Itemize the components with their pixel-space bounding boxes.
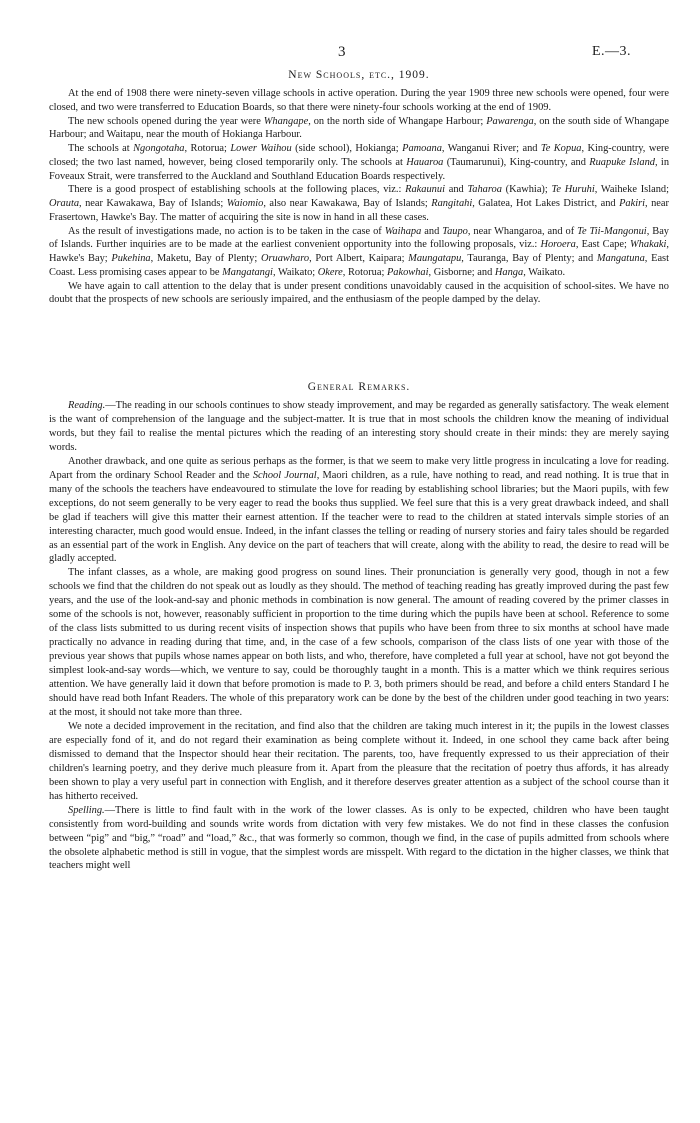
- paragraph: The infant classes, as a whole, are making good progress on sound lines. Their pronunciation is generally very good, though in not a few schools we find that the children do not speak out as loudly as they should. The method of teaching reading has greatly improved during the past few years, and the use of the look-and-say and phonic methods in combination is now general. The amount of reading covered by the primer classes in some of the schools is not, however, reasonably sufficient in proportion to the time during which the pupils have been at school. Reference to some of the class lists submitted to us during recent visits of inspection shows that pupils who have been from three to six months at school have made practically no advance in reading during that time, and, in the case of a few schools, comparison of the class lists of one year with those of the previous year shows that pupils whose names appear on both lists, and who, therefore, have completed a full year at school, have not got beyond the simplest look-and-say words—which, we venture to say, could be thoroughly taught in a month. This is a matter which we think requires serious attention. We have generally laid it down that before promotion is made to P. 3, both primers should be read, and before a child enters Standard I he should have read both Infant Readers. The whole of this preparatory work can be done by the best of the children under good teaching in two years: at the most, it should not take more than three.: [49, 567, 669, 718]
- paragraph: The schools at Ngongotaha, Rotorua; Lower Waihou (side school), Hokianga; Pamoana, Wanganui River; and Te Kopua, King-country, were closed; the two last named, however, being closed temporarily only. The schools at Hauaroa (Taumarunui), King-country, and Ruapuke Island, in Foveaux Strait, were transferred to the Auckland and Southland Education Boards respectively.: [49, 143, 670, 182]
- paragraph: We note a decided improvement in the recitation, and find also that the children are taking much interest in it; the pupils in the lowest classes are especially fond of it, and do not regard their examination as being complete without it. Indeed, in one school they came back after being dismissed to demand that the Inspector should hear their recitation. The parents, too, have frequently expressed to us their appreciation of their children's learning poetry, and they derive much pleasure from it. Apart from the pleasure that the recitation of poetry thus affords, it has already been shown to play a very useful part in connection with English, and it therefore deserves greater attention as a subject of the school course than it has hitherto received.: [49, 720, 669, 802]
- section-heading: New Schools, etc., 1909.: [288, 69, 430, 81]
- section-heading: General Remarks.: [307, 381, 411, 393]
- section-new-schools: [49, 69, 669, 307]
- section-general-remarks: [49, 381, 669, 873]
- paragraph: At the end of 1908 there were ninety-seven village schools in active operation. During the year 1909 three new schools were opened, four were closed, and two were transferred to Education Boards, so that there were ninety-four schools working at the end of 1909.: [49, 88, 669, 113]
- paragraph: The new schools opened during the year were Whangape, on the north side of Whangape Harbour; Pawarenga, on the south side of Whangape Harbour; and Waitapu, near the mouth of Hokianga Harbour.: [49, 115, 669, 141]
- paragraph: There is a good prospect of establishing schools at the following places, viz.: Rakaunui and Taharoa (Kawhia); Te Huruhi, Waiheke Island; Orauta, near Kawakawa, Bay of Islands; Waiomio, also near Kawakawa, Bay of Islands; Rangitahi, Galatea, Hot Lakes District, and Pakiri, near Frasertown, Hawke's Bay. The matter of acquiring the site is now in hand in all these cases.: [49, 184, 669, 223]
- page-number: 3: [338, 44, 346, 60]
- paragraph: Another drawback, and one quite as serious perhaps as the former, is that we seem to make very little progress in inculcating a love for reading. Apart from the ordinary School Reader and the School Journal, Maori children, as a rule, have nothing to read, and read nothing. It is true that in many of the schools the teachers have endeavoured to stimulate the love for reading by establishing school libraries; but the Maori pupils, with few exceptions, do not seem generally to be very eager to read the books thus supplied. We feel sure that this is a very great drawback indeed, and shall be glad if teachers will give this matter their earnest attention. If the teacher were to read to the children at stated intervals simple stories of an interesting character, much good would ensue. Indeed, in the infant classes the telling or reading of nursery stories and fairy tales should be regarded as an essential part of the work in English. Any device on the part of teachers that will create, along with the ability to read, the desire to read will be gladly accepted.: [49, 455, 670, 565]
- report-reference: E.—3.: [592, 44, 632, 59]
- paragraph: Reading.—The reading in our schools continues to show steady improvement, and may be regarded as generally satisfactory. The weak element is the want of comprehension of the language and the subject-matter. It is true that in most schools the children know the meaning of individual words, but they fail to realise the mental pictures which the reading of an interesting story should create in their minds: they are merely saying words.: [49, 400, 669, 453]
- paragraph: As the result of investigations made, no action is to be taken in the case of Waihapa and Taupo, near Whangaroa, and of Te Tii-Mangonui, Bay of Islands. Further inquiries are to be made at the earliest convenient opportunity into the following proposals, viz.: Horoera, East Cape; Whakaki, Hawke's Bay; Pukehina, Maketu, Bay of Plenty; Oruawharo, Port Albert, Kaipara; Maungatapu, Tauranga, Bay of Plenty; and Mangatuna, East Coast. Less promising cases appear to be Mangatangi, Waikato; Okere, Rotorua; Pakowhai, Gisborne; and Hanga, Waikato.: [49, 225, 670, 278]
- paragraph: Spelling.—There is little to find fault with in the work of the lower classes. As is only to be expected, children who have been taught consistently from word-building and sounds write words from dictation with very few mistakes. We do not find in these classes the confusion between “pig” and “big,” “road” and “load,” &c., that was formerly so common, though we find, in the case of pupils admitted from schools where the obsolete alphabetic method is still in vogue, that the simplest words are misspelt. With regard to the dictation in the higher classes, we think that teachers might well: [49, 804, 669, 872]
- paragraph: We have again to call attention to the delay that is under present conditions unavoidably caused in the acquisition of school-sites. We have no doubt that the prospects of new schools are seriously impaired, and the enthusiasm of the people damped by the delay.: [49, 280, 669, 306]
